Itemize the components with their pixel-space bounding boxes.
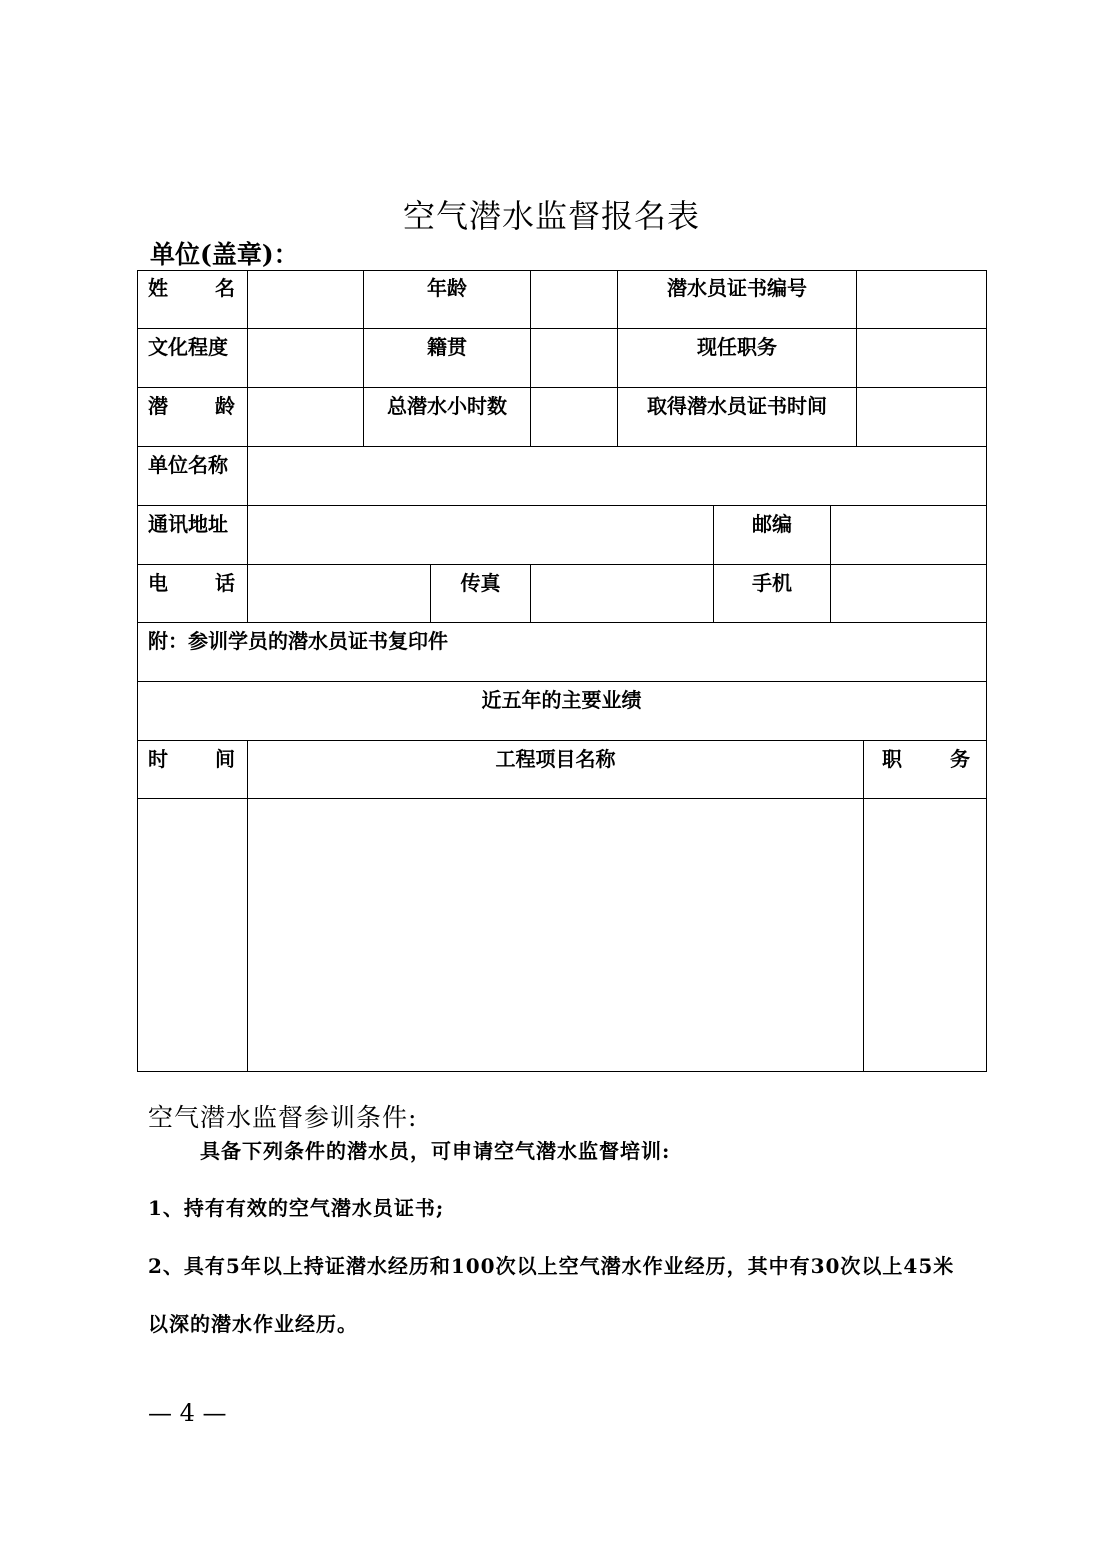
diving-years-label bbox=[137, 388, 248, 447]
achievement-role-field[interactable] bbox=[864, 799, 987, 1072]
condition-item-1: 1、持有有效的空气潜水员证书; bbox=[148, 1196, 445, 1220]
company-name-label: 单位名称 bbox=[137, 447, 248, 506]
achievement-time-field[interactable] bbox=[137, 799, 248, 1072]
diving-years-field[interactable] bbox=[248, 388, 364, 447]
conditions-intro: 具备下列条件的潜水员，可申请空气潜水监督培训: bbox=[200, 1139, 671, 1163]
time-label bbox=[137, 741, 248, 799]
time-label-char-1: 时 bbox=[148, 747, 168, 771]
role-label bbox=[864, 741, 987, 799]
time-label-char-2: 间 bbox=[215, 747, 235, 771]
postcode-label: 邮编 bbox=[714, 506, 831, 565]
cert-date-field[interactable] bbox=[857, 388, 987, 447]
current-position-field[interactable] bbox=[857, 329, 987, 388]
condition-item-2-line-2: 以深的潜水作业经历。 bbox=[148, 1312, 358, 1336]
achievement-project-field[interactable] bbox=[248, 799, 864, 1072]
age-label: 年龄 bbox=[364, 270, 531, 329]
mobile-label: 手机 bbox=[714, 565, 831, 623]
condition-item-2-line-1: 2、具有5年以上持证潜水经历和100次以上空气潜水作业经历，其中有30次以上45米 bbox=[148, 1254, 955, 1278]
achievements-heading: 近五年的主要业绩 bbox=[137, 682, 987, 741]
fax-field[interactable] bbox=[531, 565, 714, 623]
phone-label-char-1: 电 bbox=[148, 571, 168, 595]
total-dive-hours-field[interactable] bbox=[531, 388, 618, 447]
hometown-field[interactable] bbox=[531, 329, 618, 388]
page-number: — 4 — bbox=[148, 1399, 227, 1427]
address-field[interactable] bbox=[248, 506, 714, 565]
phone-label bbox=[137, 565, 248, 623]
name-label bbox=[137, 270, 248, 329]
cert-date-label: 取得潜水员证书时间 bbox=[618, 388, 857, 447]
current-position-label: 现任职务 bbox=[618, 329, 857, 388]
registration-form-table bbox=[137, 270, 987, 1072]
name-label-char-2: 名 bbox=[215, 276, 235, 300]
phone-field[interactable] bbox=[248, 565, 431, 623]
conditions-title: 空气潜水监督参训条件: bbox=[148, 1103, 418, 1132]
total-dive-hours-label: 总潜水小时数 bbox=[364, 388, 531, 447]
name-label-char-1: 姓 bbox=[148, 276, 168, 300]
company-name-field[interactable] bbox=[248, 447, 987, 506]
fax-label: 传真 bbox=[431, 565, 531, 623]
hometown-label: 籍贯 bbox=[364, 329, 531, 388]
postcode-field[interactable] bbox=[831, 506, 987, 565]
role-label-char-2: 务 bbox=[950, 747, 970, 771]
mobile-field[interactable] bbox=[831, 565, 987, 623]
name-field[interactable] bbox=[248, 270, 364, 329]
education-field[interactable] bbox=[248, 329, 364, 388]
cert-number-label: 潜水员证书编号 bbox=[618, 270, 857, 329]
cert-number-field[interactable] bbox=[857, 270, 987, 329]
age-field[interactable] bbox=[531, 270, 618, 329]
role-label-char-1: 职 bbox=[882, 747, 902, 771]
form-title: 空气潜水监督报名表 bbox=[402, 197, 700, 235]
unit-seal-label: 单位(盖章)： bbox=[150, 240, 299, 269]
project-name-label: 工程项目名称 bbox=[248, 741, 864, 799]
phone-label-char-2: 话 bbox=[215, 571, 235, 595]
diving-years-label-char-1: 潜 bbox=[148, 394, 168, 418]
education-label: 文化程度 bbox=[137, 329, 248, 388]
diving-years-label-char-2: 龄 bbox=[215, 394, 235, 418]
address-label: 通讯地址 bbox=[137, 506, 248, 565]
attachment-note: 附：参训学员的潜水员证书复印件 bbox=[137, 623, 987, 682]
